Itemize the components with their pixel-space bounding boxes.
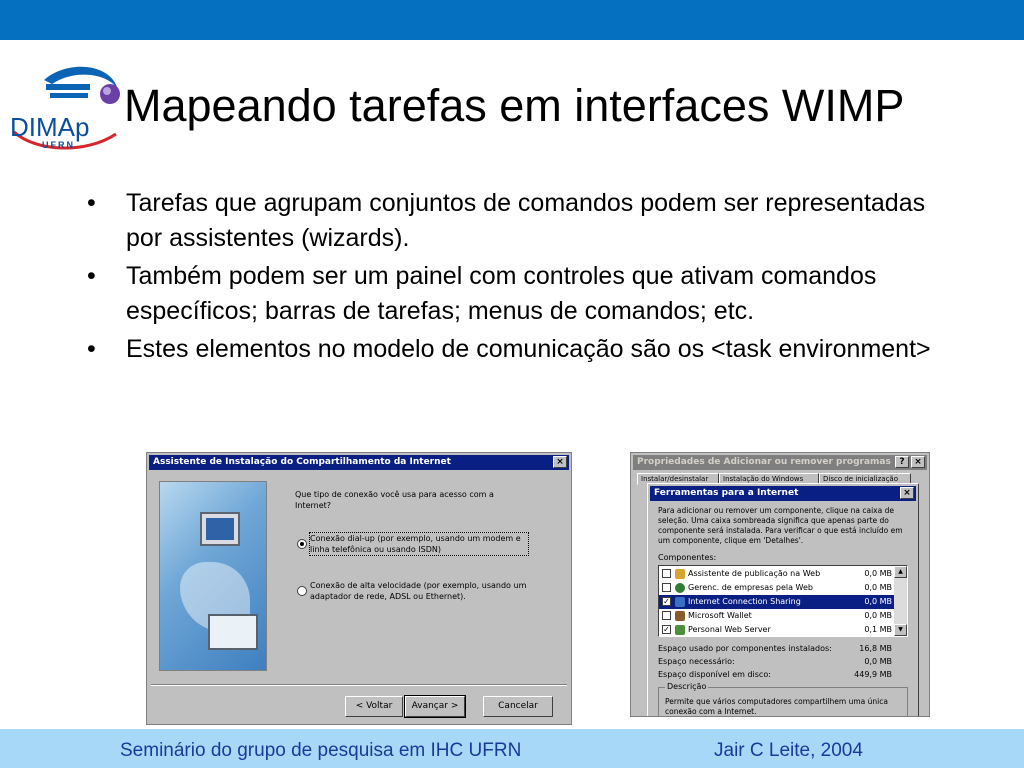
web-management-icon <box>675 583 685 593</box>
description-group <box>658 682 908 717</box>
wizard-title-bar <box>149 455 569 470</box>
available-space-row <box>658 670 892 679</box>
wizard-dialog <box>146 452 572 725</box>
wizard-separator <box>151 684 567 686</box>
stat-value: 16,8 MB <box>859 644 892 653</box>
list-item[interactable] <box>659 567 896 581</box>
back-button[interactable]: < Voltar <box>345 696 403 717</box>
list-item[interactable] <box>659 609 896 623</box>
component-name: Assistente de publicação na Web <box>688 569 821 578</box>
logo-text: DIMAp <box>10 112 90 142</box>
publish-wizard-icon <box>675 569 685 579</box>
stat-value: 0,0 MB <box>864 657 892 666</box>
required-space-row <box>658 657 892 666</box>
bullet-item <box>84 259 964 329</box>
component-size: 0,0 MB <box>864 569 892 578</box>
add-remove-programs-dialog <box>630 452 930 717</box>
wallet-icon <box>675 611 685 621</box>
inner-title: Ferramentas para a Internet <box>654 488 799 498</box>
connection-sharing-icon <box>675 597 685 607</box>
bullet-dot: • <box>87 189 96 217</box>
outer-title-bar <box>633 455 927 470</box>
tab-windows-setup[interactable]: Instalação do Windows <box>719 473 819 485</box>
installed-space-row <box>658 644 892 653</box>
checkbox-checked[interactable]: ✓ <box>663 597 670 606</box>
bullet-text: Também podem ser um painel com controles que ativam comandos específicos; barras de tarefas; menus de comandos; etc. <box>126 262 877 325</box>
logo-subtext: UFRN <box>42 140 75 150</box>
stat-value: 449,9 MB <box>854 670 892 679</box>
wizard-title: Assistente de Instalação do Compartilhamento da Internet <box>153 457 451 467</box>
stat-label: Espaço necessário: <box>658 657 735 666</box>
component-size: 0,0 MB <box>864 597 892 606</box>
list-item-selected[interactable] <box>659 595 896 609</box>
list-item[interactable] <box>659 581 896 595</box>
bullet-item <box>84 186 964 256</box>
component-size: 0,1 MB <box>864 625 892 634</box>
component-size: 0,0 MB <box>864 611 892 620</box>
component-name: Personal Web Server <box>688 625 771 634</box>
radio-dialup[interactable] <box>297 539 307 549</box>
radio-broadband[interactable] <box>297 586 307 596</box>
bullet-dot: • <box>87 262 96 290</box>
list-scrollbar[interactable] <box>894 566 907 636</box>
description-group-label: Descrição <box>667 682 707 691</box>
component-name: Internet Connection Sharing <box>688 597 801 606</box>
internet-tools-dialog <box>647 483 919 717</box>
bullet-list <box>84 186 964 370</box>
cancel-button[interactable]: Cancelar <box>483 696 553 717</box>
footer-left-text: Seminário do grupo de pesquisa em IHC UFRN <box>120 740 522 761</box>
checkbox[interactable] <box>662 583 671 592</box>
bullet-text: Estes elementos no modelo de comunicação são os <task environment> <box>126 335 931 363</box>
scroll-down-icon[interactable]: ▼ <box>894 624 907 636</box>
component-name: Microsoft Wallet <box>688 611 752 620</box>
description-group-text: Permite que vários computadores compartilhem uma única conexão com a Internet. <box>665 697 888 716</box>
component-name: Gerenc. de empresas pela Web <box>688 583 813 592</box>
footer-right-text: Jair C Leite, 2004 <box>714 740 863 761</box>
web-server-icon <box>675 625 685 635</box>
checkbox-checked[interactable]: ✓ <box>663 625 670 634</box>
wizard-question: Que tipo de conexão você usa para acesso com a Internet? <box>295 490 494 510</box>
component-size: 0,0 MB <box>864 583 892 592</box>
stat-label: Espaço disponível em disco: <box>658 670 771 679</box>
checkbox[interactable] <box>662 569 671 578</box>
outer-title: Propriedades de Adicionar ou remover programas <box>637 457 891 467</box>
tab-startup-disk[interactable]: Disco de inicialização <box>819 473 911 485</box>
next-button[interactable]: Avançar > <box>405 696 465 717</box>
bullet-text: Tarefas que agrupam conjuntos de comandos podem ser representadas por assistentes (wizards). <box>126 189 926 252</box>
close-icon[interactable]: × <box>900 487 914 499</box>
checkbox[interactable] <box>662 611 671 620</box>
close-icon[interactable]: × <box>911 456 925 468</box>
stat-label: Espaço usado por componentes instalados: <box>658 644 832 653</box>
bullet-dot: • <box>87 335 96 363</box>
instructions-text: Para adicionar ou remover um componente, clique na caixa de seleção. Uma caixa sombreada significa que apenas parte do componente será instalada. Para verificar o que está incluído em um componente, clique em 'Detalhes'. <box>658 506 903 545</box>
close-icon[interactable]: × <box>553 456 567 468</box>
scroll-up-icon[interactable]: ▲ <box>894 566 907 578</box>
help-icon[interactable]: ? <box>895 456 909 468</box>
top-accent-bar <box>0 0 1024 40</box>
option-broadband-label[interactable]: Conexão de alta velocidade (por exemplo, usando um adaptador de rede, ADSL ou Ethernet). <box>310 581 527 601</box>
components-list[interactable] <box>658 565 908 637</box>
tab-install[interactable]: Instalar/desinstalar <box>637 473 719 485</box>
option-dialup-label[interactable]: Conexão dial-up (por exemplo, usando um modem e linha telefônica ou usando ISDN) <box>310 533 528 555</box>
inner-title-bar <box>650 486 916 501</box>
wizard-illustration <box>159 481 267 671</box>
bullet-item <box>84 332 964 367</box>
dimap-logo <box>6 60 126 156</box>
slide-title: Mapeando tarefas em interfaces WIMP <box>124 80 905 131</box>
list-item[interactable] <box>659 623 896 637</box>
components-label: Componentes: <box>658 553 717 562</box>
